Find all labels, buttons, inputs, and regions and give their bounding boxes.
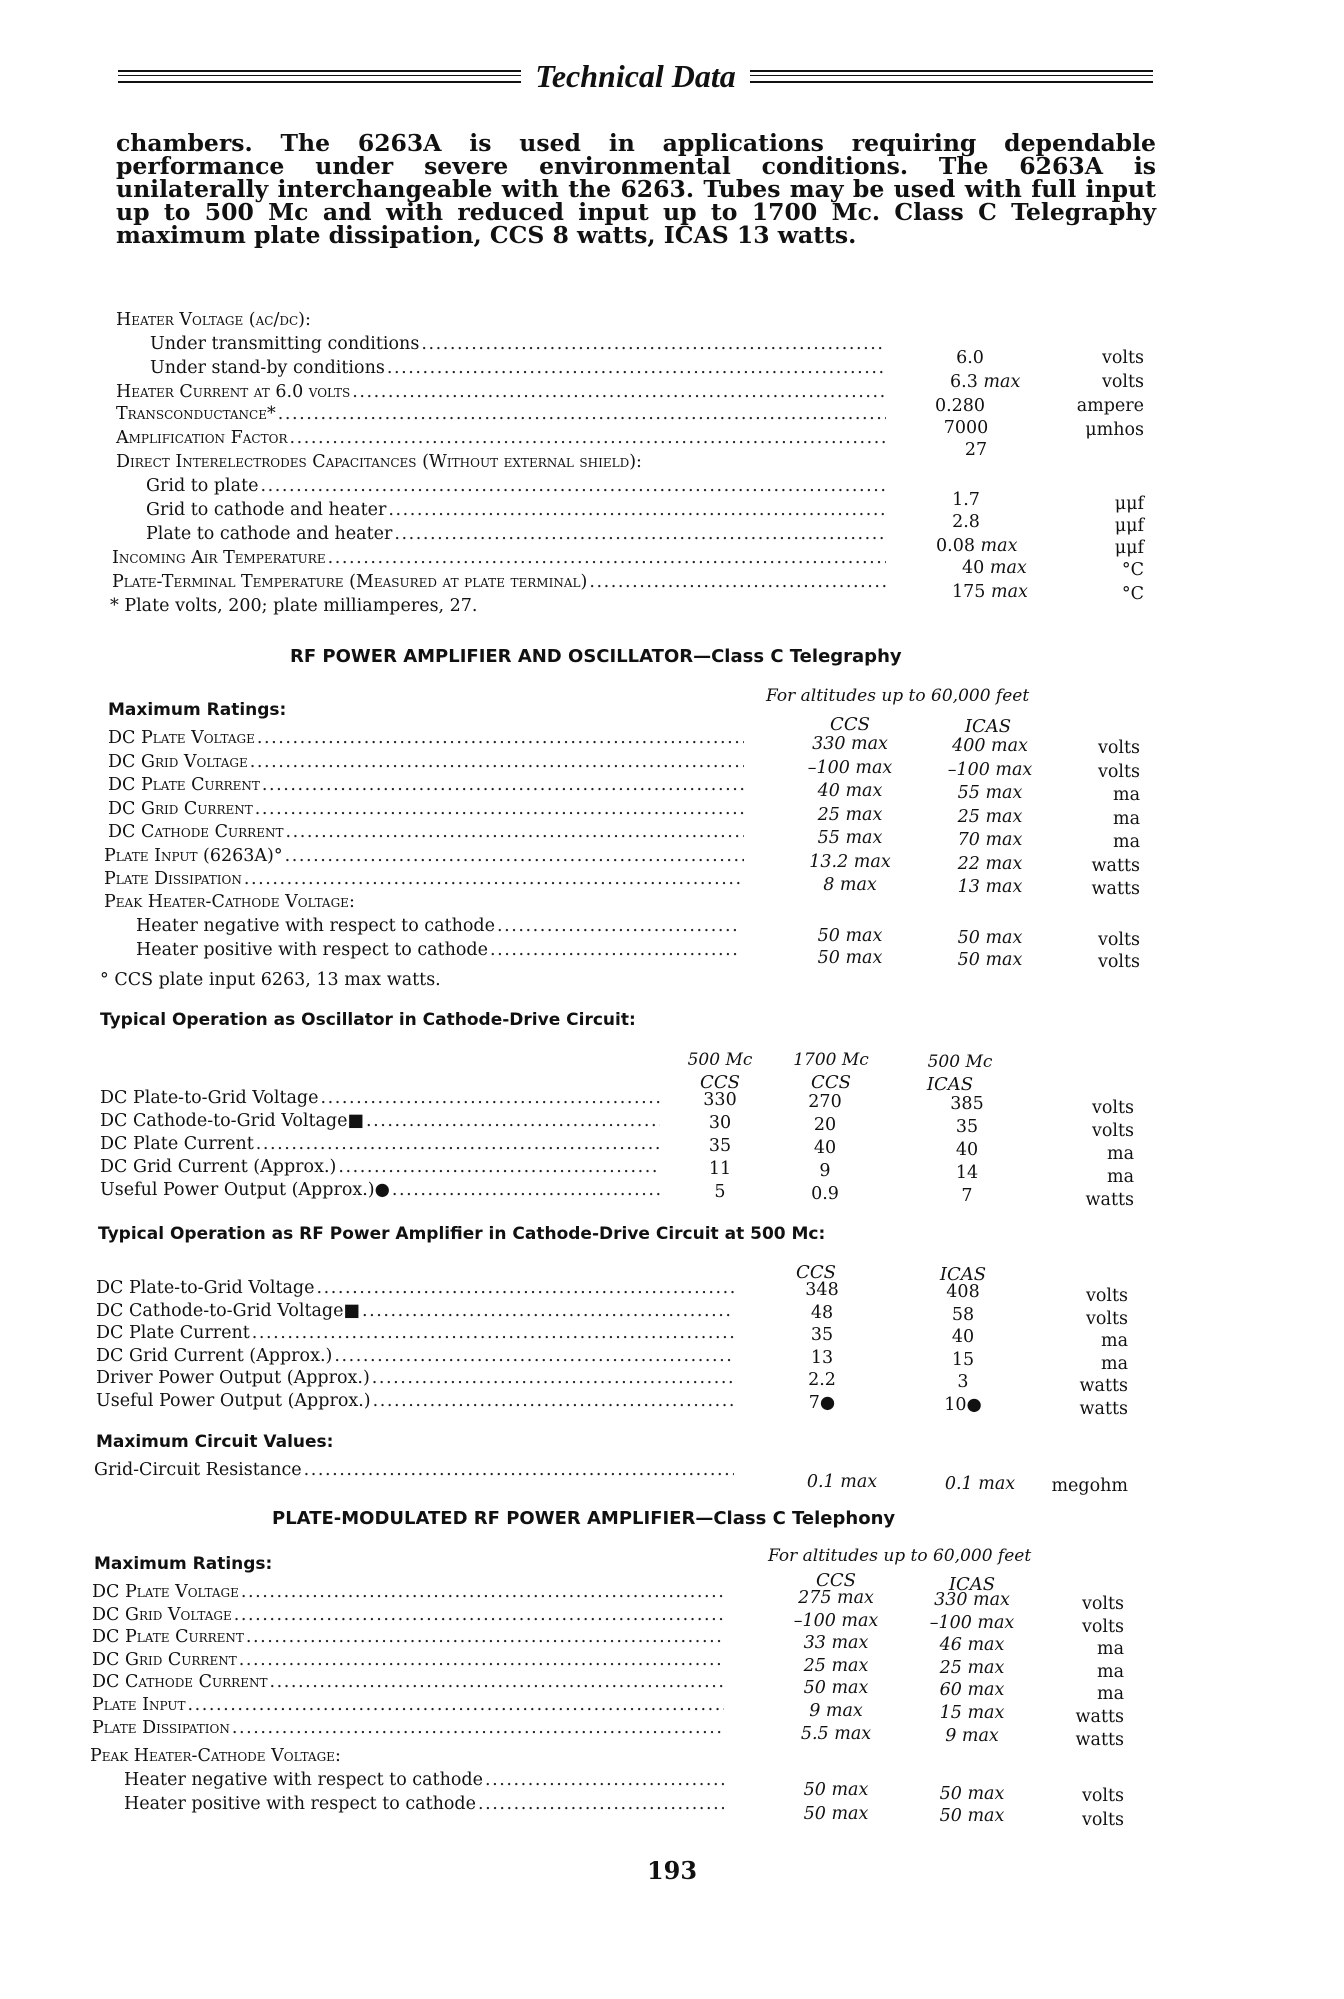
spec-value: 20 (813, 1115, 837, 1135)
subheading: Peak Heater-Cathode Voltage: (90, 1746, 341, 1766)
spec-value: 7● (808, 1392, 836, 1413)
column-header: ICAS (964, 716, 1012, 737)
column-header: ICAS (948, 1574, 996, 1595)
spec-value: 385 (950, 1094, 984, 1114)
spec-unit: volts (1097, 738, 1140, 758)
page-number: 193 (646, 1856, 698, 1885)
spec-value: 10● (944, 1394, 982, 1415)
spec-row (100, 1111, 660, 1131)
spec-unit: volts (1097, 952, 1140, 972)
spec-value: 48 (810, 1302, 834, 1323)
spec-value: 40 (951, 1327, 975, 1347)
spec-row: Under stand-by conditions . . . (150, 358, 886, 378)
spec-value: 40 (955, 1140, 979, 1160)
spec-row: Grid-Circuit Resistance . . . (94, 1460, 734, 1480)
spec-value: 2.8 (952, 512, 980, 532)
intro-paragraph: chambers. The 6263A is used in applications requiring dependable performance under severe environmental conditions. The 6263A is unilaterally interchangeable with the 6263. Tubes may be used with full input up to 500 Mc and with reduced input up to 1700 Mc. Class C Telegraphy maximum plate dissipation, CCS 8 watts, ICAS 13 watts. (116, 129, 1156, 249)
spec-value: 13.2 max (809, 851, 891, 872)
leader-dots (392, 1180, 660, 1200)
spec-value: 25 max (957, 806, 1023, 827)
spec-value: 6.0 (956, 348, 984, 368)
spec-unit: μμf (1114, 516, 1144, 536)
leader-dots (244, 869, 744, 889)
spec-value: 7 (961, 1186, 973, 1206)
spec-unit: volts (1097, 761, 1140, 782)
spec-row (92, 1695, 724, 1715)
leader-dots (239, 1650, 724, 1670)
spec-unit: ma (1096, 1661, 1124, 1682)
spec-unit: watts (1091, 855, 1140, 876)
spec-label: Useful Power Output (Approx.) (96, 1390, 371, 1411)
spec-unit: °C (1121, 560, 1144, 580)
spec-row (100, 1088, 660, 1108)
spec-label: Useful Power Output (Approx.)● (100, 1180, 390, 1200)
spec-value: 0.9 (811, 1184, 839, 1204)
spec-value: 9 max (809, 1701, 863, 1721)
spec-value: 50 max (939, 1806, 1005, 1826)
header-rule-right (750, 70, 1153, 83)
section-title: PLATE-MODULATED RF POWER AMPLIFIER—Class C Telephony (272, 1508, 896, 1529)
subheading: Maximum Ratings: (94, 1554, 273, 1574)
spec-value: 46 max (939, 1635, 1005, 1656)
spec-value: 0.1 max (944, 1474, 1016, 1494)
column-header: ICAS (939, 1264, 987, 1285)
spec-unit: ampere (1076, 396, 1144, 416)
spec-value: 50 max (803, 1804, 869, 1824)
spec-unit: watts (1091, 879, 1140, 899)
spec-value: 0.1 max (806, 1472, 878, 1492)
spec-row (108, 775, 744, 795)
leader-dots (257, 728, 744, 748)
leader-dots (269, 1672, 724, 1692)
spec-row (100, 1157, 660, 1177)
header-title: Technical Data (535, 57, 736, 94)
spec-row: Plate-Terminal Temperature (Measured at plate terminal) . . . (112, 572, 886, 592)
spec-label: DC Grid Current (108, 798, 253, 819)
spec-unit: volts (1081, 1594, 1124, 1614)
spec-label: Driver Power Output (Approx.) (96, 1368, 370, 1388)
spec-unit: watts (1085, 1190, 1134, 1210)
spec-unit: volts (1091, 1098, 1134, 1118)
spec-value: 15 (951, 1349, 975, 1370)
spec-value: 50 max (817, 926, 883, 946)
spec-row: Heater negative with respect to cathode . . . (124, 1770, 724, 1790)
spec-row (100, 1134, 660, 1154)
spec-value: 11 (708, 1159, 732, 1179)
leader-dots (256, 1134, 660, 1154)
column-header: CCS (816, 1570, 856, 1591)
spec-unit: volts (1101, 348, 1144, 368)
spec-row (92, 1605, 724, 1625)
spec-unit: megohm (1051, 1476, 1128, 1496)
spec-value: 3 (957, 1372, 969, 1392)
spec-unit: ma (1100, 1353, 1128, 1374)
header-rule-left (118, 70, 521, 83)
spec-row (96, 1323, 734, 1343)
column-header: CCS (830, 714, 870, 735)
spec-value: 30 (708, 1113, 732, 1133)
spec-unit: volts (1085, 1308, 1128, 1329)
spec-value: 55 max (817, 828, 883, 848)
spec-unit: ma (1100, 1331, 1128, 1351)
spec-row: Heater Current at 6.0 volts . . . (116, 382, 886, 402)
spec-value: 330 max (812, 734, 888, 754)
spec-value: –100 max (807, 757, 893, 778)
spec-value: 5.5 max (800, 1723, 872, 1744)
spec-row (108, 728, 744, 748)
leader-dots (334, 1346, 734, 1366)
spec-value: 35 (955, 1117, 979, 1137)
footnote: ° CCS plate input 6263, 13 max watts. (100, 970, 441, 990)
spec-value: 40 max (962, 558, 1027, 578)
spec-row: Amplification Factor . . . (116, 428, 886, 448)
spec-row (96, 1368, 734, 1388)
spec-row: Heater positive with respect to cathode . . . (136, 940, 740, 960)
spec-value: 13 max (957, 877, 1023, 897)
spec-label: DC Plate Current (100, 1134, 254, 1154)
spec-label: DC Grid Current (Approx.) (96, 1345, 333, 1366)
spec-value: 0.280 (934, 396, 986, 416)
spec-label: Plate Input (6263A)° (104, 845, 283, 866)
spec-unit: ma (1112, 832, 1140, 852)
spec-unit: watts (1075, 1707, 1124, 1727)
altitude-note: For altitudes up to 60,000 feet (766, 686, 1030, 706)
spec-label: DC Plate Current (96, 1323, 250, 1343)
leader-dots (338, 1157, 660, 1177)
spec-label: Plate Dissipation (92, 1717, 230, 1738)
spec-value: 50 max (957, 928, 1023, 948)
spec-label: DC Cathode-to-Grid Voltage■ (96, 1300, 361, 1321)
spec-row: Heater positive with respect to cathode . . . (124, 1794, 724, 1814)
spec-value: 408 (946, 1282, 980, 1302)
spec-row (108, 822, 744, 842)
spec-unit: ma (1106, 1144, 1134, 1164)
spec-row: Heater negative with respect to cathode . . . (136, 916, 740, 936)
subheading: Peak Heater-Cathode Voltage: (104, 892, 355, 912)
spec-value: 7000 (943, 418, 989, 438)
spec-value: 60 max (939, 1680, 1005, 1701)
spec-value: 55 max (957, 783, 1023, 803)
spec-value: 25 max (817, 804, 883, 825)
spec-unit: ma (1096, 1684, 1124, 1705)
leader-dots (252, 1323, 734, 1343)
spec-row: Plate to cathode and heater . . . (146, 524, 886, 544)
leader-dots (285, 822, 744, 842)
spec-unit: volts (1101, 372, 1144, 392)
column-header: CCS (811, 1072, 851, 1093)
spec-row (92, 1627, 724, 1647)
spec-unit: volts (1081, 1616, 1124, 1637)
leader-dots (250, 752, 744, 772)
spec-row: Transconductance* . . . (116, 404, 886, 424)
spec-label: Plate Dissipation (104, 869, 242, 889)
spec-value: 348 (805, 1280, 839, 1300)
spec-unit: volts (1091, 1121, 1134, 1141)
spec-row: Under transmitting conditions . . . (150, 334, 886, 354)
spec-value: –100 max (793, 1610, 879, 1631)
spec-value: 50 max (803, 1678, 869, 1699)
leader-dots (234, 1605, 724, 1625)
spec-value: 70 max (957, 830, 1023, 850)
spec-value: 35 (708, 1136, 732, 1156)
spec-row: Grid to plate . . . (146, 476, 886, 496)
leader-dots (255, 799, 744, 819)
spec-row (96, 1391, 734, 1411)
subheading: Typical Operation as RF Power Amplifier in Cathode-Drive Circuit at 500 Mc: (98, 1224, 826, 1244)
leader-dots (262, 775, 744, 795)
spec-unit: volts (1097, 930, 1140, 950)
spec-label: DC Grid Current (Approx.) (100, 1157, 337, 1177)
spec-unit: °C (1121, 584, 1144, 604)
spec-unit: ma (1112, 785, 1140, 805)
spec-label: DC Cathode-to-Grid Voltage■ (100, 1111, 365, 1131)
spec-value: 33 max (803, 1633, 869, 1654)
column-header: 500 Mc (927, 1052, 993, 1072)
footnote: * Plate volts, 200; plate milliamperes, 27. (110, 596, 478, 616)
page-header (118, 56, 1153, 96)
leader-dots (372, 1368, 734, 1388)
spec-label: DC Plate-to-Grid Voltage (96, 1278, 315, 1298)
spec-value: 400 max (952, 736, 1028, 756)
leader-dots (187, 1695, 724, 1715)
leader-dots (241, 1582, 724, 1602)
column-header: ICAS (926, 1074, 974, 1095)
spec-row (100, 1180, 660, 1200)
spec-label: DC Grid Current (92, 1649, 237, 1670)
spec-value: 330 max (934, 1590, 1010, 1610)
spec-unit: volts (1085, 1286, 1128, 1306)
spec-value: 25 max (939, 1657, 1005, 1678)
column-header: CCS (796, 1262, 836, 1283)
spec-unit: ma (1106, 1167, 1134, 1187)
spec-value: 0.08 max (936, 536, 1018, 556)
spec-unit: μmhos (1085, 420, 1144, 440)
spec-value: 13 (810, 1347, 834, 1368)
capacitance-heading: Direct Interelectrodes Capacitances (Without external shield): (116, 452, 642, 472)
spec-unit: μμf (1114, 538, 1144, 558)
spec-row (96, 1278, 734, 1298)
spec-value: –100 max (947, 759, 1033, 780)
spec-value: –100 max (929, 1612, 1015, 1633)
spec-label: DC Plate Voltage (108, 728, 255, 748)
spec-label: Plate Input (92, 1695, 186, 1715)
spec-value: 5 (714, 1182, 726, 1202)
spec-value: 50 max (803, 1780, 869, 1800)
spec-value: 50 max (939, 1784, 1005, 1804)
leader-dots (246, 1627, 724, 1647)
spec-value: 22 max (957, 853, 1023, 874)
leader-dots (366, 1111, 660, 1131)
spec-unit: ma (1096, 1639, 1124, 1660)
spec-unit: watts (1075, 1729, 1124, 1750)
spec-value: 270 (808, 1092, 842, 1112)
spec-label: DC Plate-to-Grid Voltage (100, 1088, 319, 1108)
spec-value: 8 max (823, 875, 877, 895)
spec-label: DC Plate Voltage (92, 1582, 239, 1602)
leader-dots (232, 1718, 724, 1738)
leader-dots (320, 1088, 660, 1108)
leader-dots (362, 1301, 734, 1321)
spec-label: DC Cathode Current (108, 822, 284, 842)
spec-unit: watts (1079, 1376, 1128, 1396)
spec-value: 175 max (952, 582, 1028, 602)
subheading: Typical Operation as Oscillator in Cathode-Drive Circuit: (100, 1010, 636, 1030)
column-header: CCS (700, 1072, 740, 1093)
spec-unit: watts (1079, 1398, 1128, 1419)
spec-value: 27 (964, 440, 988, 460)
spec-value: 15 max (939, 1703, 1005, 1723)
spec-row (104, 846, 744, 866)
spec-unit: μμf (1114, 494, 1144, 514)
spec-label: DC Grid Voltage (92, 1604, 232, 1625)
spec-label: DC Grid Voltage (108, 751, 248, 772)
leader-dots (285, 846, 744, 866)
section-title: RF POWER AMPLIFIER AND OSCILLATOR—Class C Telegraphy (290, 646, 902, 667)
spec-value: 6.3 max (950, 372, 1021, 392)
spec-value: 35 (810, 1325, 834, 1345)
spec-row: Grid to cathode and heater . . . (146, 500, 886, 520)
column-header: 500 Mc (687, 1050, 753, 1070)
heater-voltage-heading: Heater Voltage (ac/dc): (116, 310, 311, 330)
spec-label: DC Cathode Current (92, 1672, 268, 1693)
spec-unit: volts (1081, 1810, 1124, 1830)
spec-value: 40 (813, 1138, 837, 1158)
spec-value: 58 (951, 1304, 975, 1325)
spec-value: 50 max (817, 948, 883, 968)
altitude-note: For altitudes up to 60,000 feet (768, 1546, 1032, 1566)
spec-row: Incoming Air Temperature . . . (112, 548, 886, 568)
subheading: Maximum Ratings: (108, 700, 287, 720)
spec-value: 330 (703, 1090, 737, 1110)
leader-dots (316, 1278, 734, 1298)
spec-unit: ma (1112, 808, 1140, 829)
spec-row (96, 1301, 734, 1321)
spec-value: 50 max (957, 950, 1023, 970)
spec-value: 25 max (803, 1655, 869, 1676)
spec-unit: volts (1081, 1786, 1124, 1806)
spec-row (108, 752, 744, 772)
subheading: Maximum Circuit Values: (96, 1432, 334, 1452)
spec-value: 275 max (798, 1588, 874, 1608)
spec-value: 9 max (945, 1725, 999, 1746)
column-header: 1700 Mc (793, 1050, 869, 1070)
leader-dots (373, 1391, 734, 1411)
spec-row (92, 1582, 724, 1602)
spec-value: 1.7 (952, 490, 980, 510)
spec-value: 14 (955, 1163, 979, 1183)
spec-row (92, 1672, 724, 1692)
spec-value: 2.2 (808, 1370, 836, 1390)
spec-value: 9 (819, 1161, 831, 1181)
spec-value: 40 max (817, 781, 883, 801)
spec-row (92, 1650, 724, 1670)
spec-row (104, 869, 744, 889)
spec-row (96, 1346, 734, 1366)
spec-row (108, 799, 744, 819)
spec-row (92, 1718, 724, 1738)
spec-label: DC Plate Current (108, 775, 260, 795)
spec-label: DC Plate Current (92, 1627, 244, 1648)
